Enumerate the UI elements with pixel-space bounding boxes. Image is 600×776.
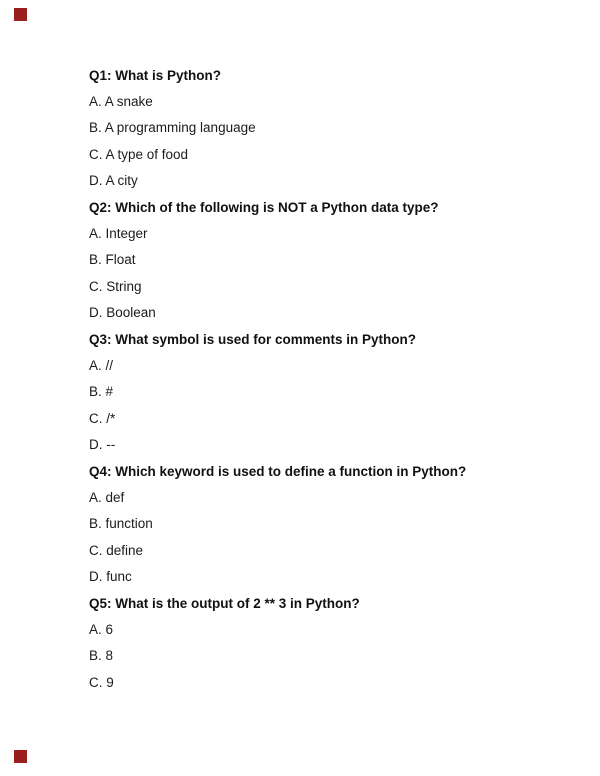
quiz-content — [89, 62, 560, 695]
red-corner-marker-bottom — [14, 750, 27, 763]
answer-option: A. Integer — [89, 226, 148, 242]
answer-option: C. A type of food — [89, 146, 189, 162]
answer-option: C. String — [89, 278, 142, 294]
answer-option: B. Float — [89, 252, 136, 268]
answer-option: B. function — [89, 516, 153, 532]
answer-option: A. A snake — [89, 94, 153, 110]
answer-option: C. define — [89, 542, 144, 558]
answer-option: A. 6 — [89, 621, 114, 637]
answer-option: D. -- — [89, 437, 116, 453]
answer-option: C. 9 — [89, 674, 114, 690]
question-title: Q1: What is Python? — [89, 67, 222, 83]
answer-option: B. # — [89, 384, 114, 400]
answer-option: B. A programming language — [89, 120, 256, 136]
answer-option: D. func — [89, 569, 132, 585]
answer-option: B. 8 — [89, 648, 114, 664]
answer-option: A. def — [89, 489, 125, 505]
answer-option: D. Boolean — [89, 305, 156, 321]
red-corner-marker-top — [14, 8, 27, 21]
answer-option: C. /* — [89, 410, 116, 426]
question-title: Q5: What is the output of 2 ** 3 in Python? — [89, 595, 360, 611]
answer-option: D. A city — [89, 173, 138, 189]
question-title: Q4: Which keyword is used to define a function in Python? — [89, 463, 467, 479]
question-title: Q3: What symbol is used for comments in Python? — [89, 331, 417, 347]
question-title: Q2: Which of the following is NOT a Python data type? — [89, 199, 439, 215]
answer-option: A. // — [89, 357, 114, 373]
